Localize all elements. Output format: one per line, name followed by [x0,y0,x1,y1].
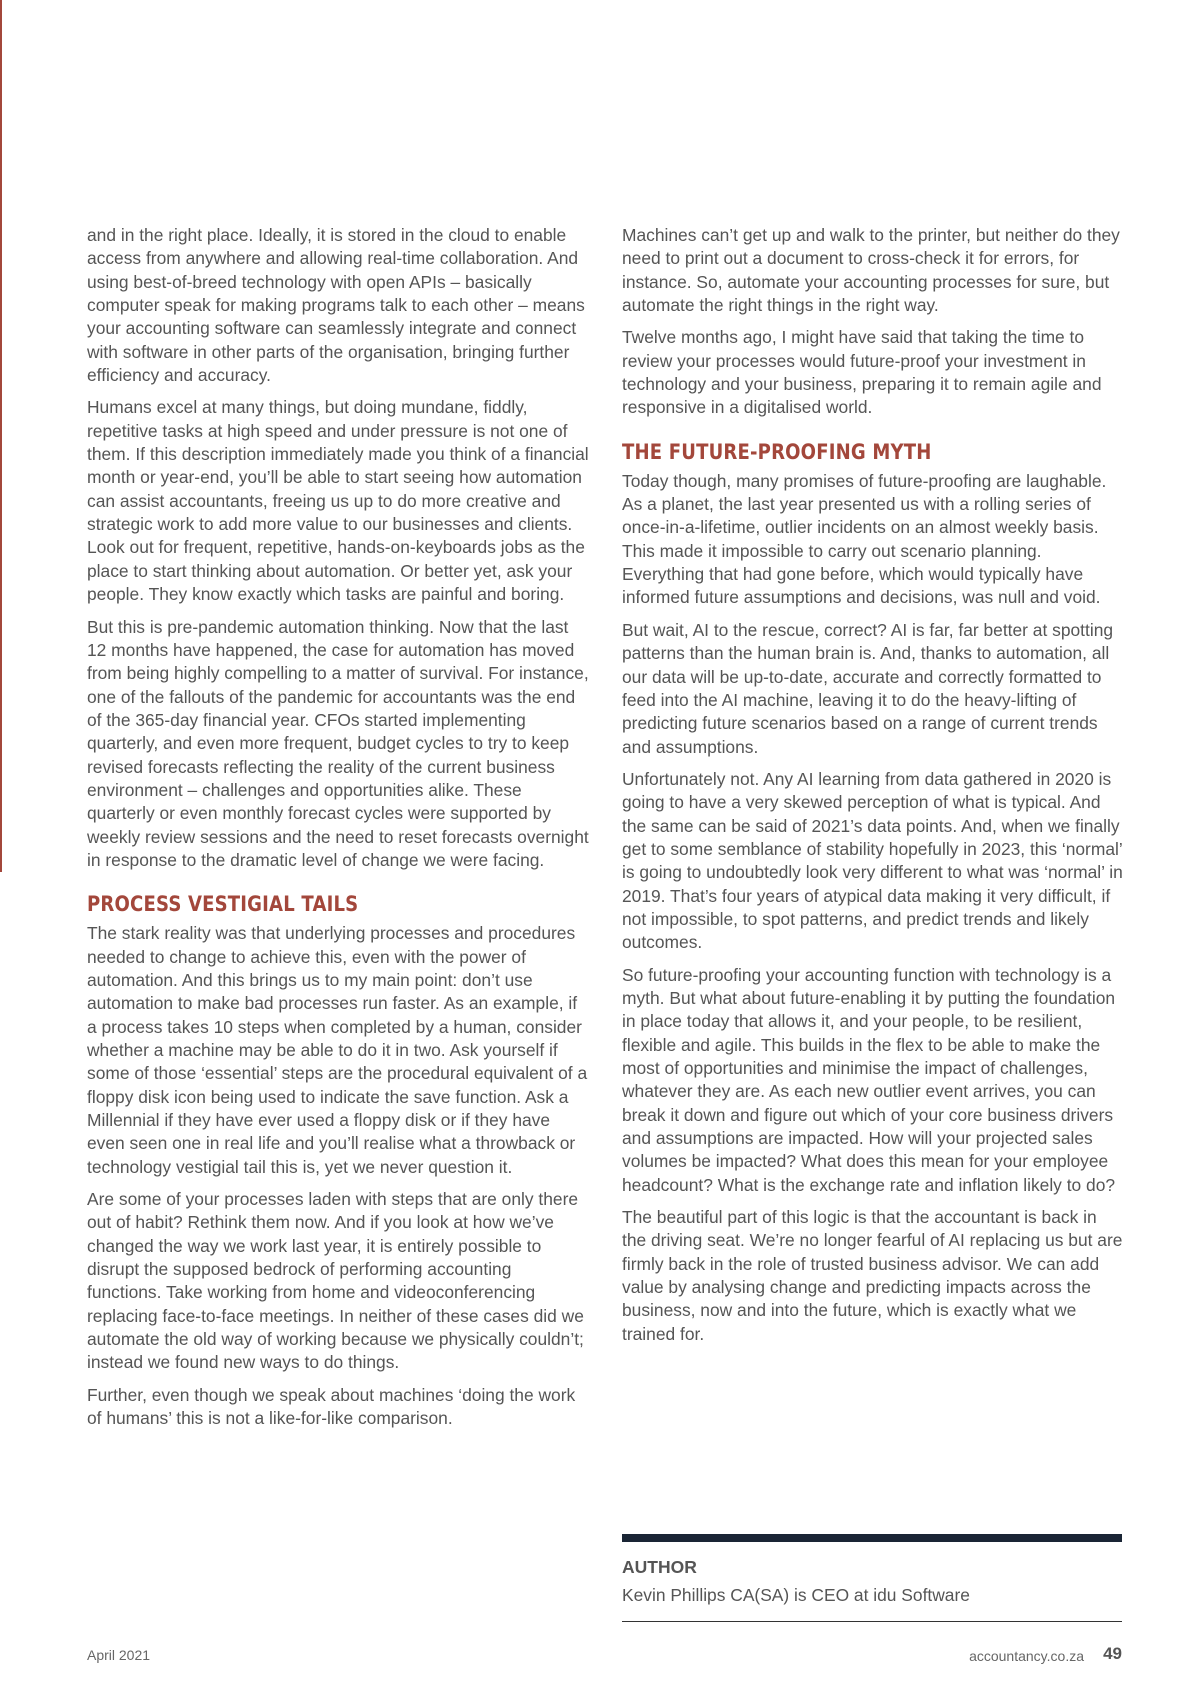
section-heading-future-proofing-myth: THE FUTURE-PROOFING MYTH [622,439,932,464]
left-column [87,224,589,1440]
body-paragraph: Machines can’t get up and walk to the printer, but neither do they need to print out a document to cross-check it for errors, for instance. So, automate your accounting processes for sure, but automate the right things in the right way. [622,225,1120,316]
margin-accent-rule [0,0,2,872]
author-box [622,1534,1122,1622]
body-paragraph: Further, even though we speak about machines ‘doing the work of humans’ this is not a like-for-like comparison. [87,1384,576,1429]
page-number: 49 [1103,1644,1122,1663]
body-paragraph: So future-proofing your accounting function with technology is a myth. But what about future-enabling it by putting the foundation in place today that allows it, and your people, to be resilient, flexible and agile. This builds in the flex to be able to make the most of opportunities and minimise the impact of challenges, whatever they are. As each new outlier event arrives, you can break it down and figure out which of your core business drivers and assumptions are impacted. How will your projected sales volumes be impacted? What does this mean for your employee headcount? What is the exchange rate and inflation likely to do? [622,964,1116,1195]
body-paragraph: Today though, many promises of future-proofing are laughable. As a planet, the last year presented us with a rolling series of once-in-a-lifetime, outlier incidents on an almost weekly basis. This made it impossible to carry out scenario planning. Everything that had gone before, which would typically have informed future assumptions and decisions, was null and void. [622,470,1107,608]
body-paragraph: Humans excel at many things, but doing mundane, fiddly, repetitive tasks at high speed and under pressure is not one of them. If this description immediately made you think of a financial month or year-end, you’ll be able to start seeing how automation can assist accountants, freeing us up to do more creative and strategic work to add more value to our businesses and clients. Look out for frequent, repetitive, hands-on-keyboards jobs as the place to start thinking about automation. Or better yet, ask your people. They know exactly which tasks are painful and boring. [87,397,589,605]
section-heading-process-vestigial-tails: PROCESS VESTIGIAL TAILS [87,892,359,917]
body-paragraph: But wait, AI to the rescue, correct? AI is far, far better at spotting patterns than the human brain is. And, thanks to automation, all our data will be up-to-date, accurate and correctly formatted to feed into the AI machine, leaving it to do the heavy-lifting of predicting future scenarios based on a range of current trends and assumptions. [622,619,1114,757]
body-paragraph: Twelve months ago, I might have said that taking the time to review your processes would future-proof your investment in technology and your business, preparing it to remain agile and responsive in a digitalised world. [622,327,1102,418]
right-column [622,224,1124,1355]
body-paragraph: The beautiful part of this logic is that the accountant is back in the driving seat. We’re no longer fearful of AI replacing us but are firmly back in the role of trusted business advisor. We can add value by analysing change and predicting impacts across the business, now and into the future, which is exactly what we trained for. [622,1207,1123,1344]
body-paragraph: Are some of your processes laden with steps that are only there out of habit? Rethink them now. And if you look at how we’ve changed the way we work last year, it is entirely possible to disrupt the supposed bedrock of performing accounting functions. Take working from home and videoconferencing replacing face-to-face meetings. In neither of these cases did we automate the old way of working because we physically couldn’t; instead we found new ways to do things. [87,1189,584,1373]
body-paragraph: But this is pre-pandemic automation thinking. Now that the last 12 months have happened, the case for automation has moved from being highly compelling to a matter of survival. For instance, one of the fallouts of the pandemic for accountants was the end of the 365-day financial year. CFOs started implementing quarterly, and even more frequent, budget cycles to try to keep revised forecasts reflecting the reality of the current business environment – challenges and opportunities alike. These quarterly or even monthly forecast cycles were supported by weekly review sessions and the need to reset forecasts overnight in response to the dramatic level of change we were facing. [87,616,589,870]
footer-site-link[interactable]: accountancy.co.za [969,1648,1084,1664]
author-heading: AUTHOR [622,1557,697,1577]
body-paragraph: and in the right place. Ideally, it is stored in the cloud to enable access from anywhere and allowing real-time collaboration. And using best-of-breed technology with open APIs – basically computer speak for making programs talk to each other – means your accounting software can seamlessly integrate and connect with software in other parts of the organisation, bringing further efficiency and accuracy. [87,225,585,386]
author-bio: Kevin Phillips CA(SA) is CEO at idu Software [622,1585,970,1605]
body-paragraph: Unfortunately not. Any AI learning from data gathered in 2020 is going to have a very skewed perception of what is typical. And the same can be said of 2021’s data points. And, when we finally get to some semblance of stability hopefully in 2023, this ‘normal’ is going to undoubtedly look very different to what was ‘normal’ in 2019. That’s four years of atypical data making it very difficult, if not impossible, to spot patterns, and predict trends and likely outcomes. [622,768,1123,953]
body-paragraph: The stark reality was that underlying processes and procedures needed to change to achieve this, even with the power of automation. And this brings us to my main point: don’t use automation to make bad processes run faster. As an example, if a process takes 10 steps when completed by a human, consider whether a machine may be able to do it in two. Ask yourself if some of those ‘essential’ steps are the procedural equivalent of a floppy disk icon being used to indicate the save function. Ask a Millennial if they have ever used a floppy disk or if they have even seen one in real life and you’ll realise what a throwback or technology vestigial tail this is, yet we never question it. [87,923,588,1177]
footer-date: April 2021 [87,1647,151,1663]
